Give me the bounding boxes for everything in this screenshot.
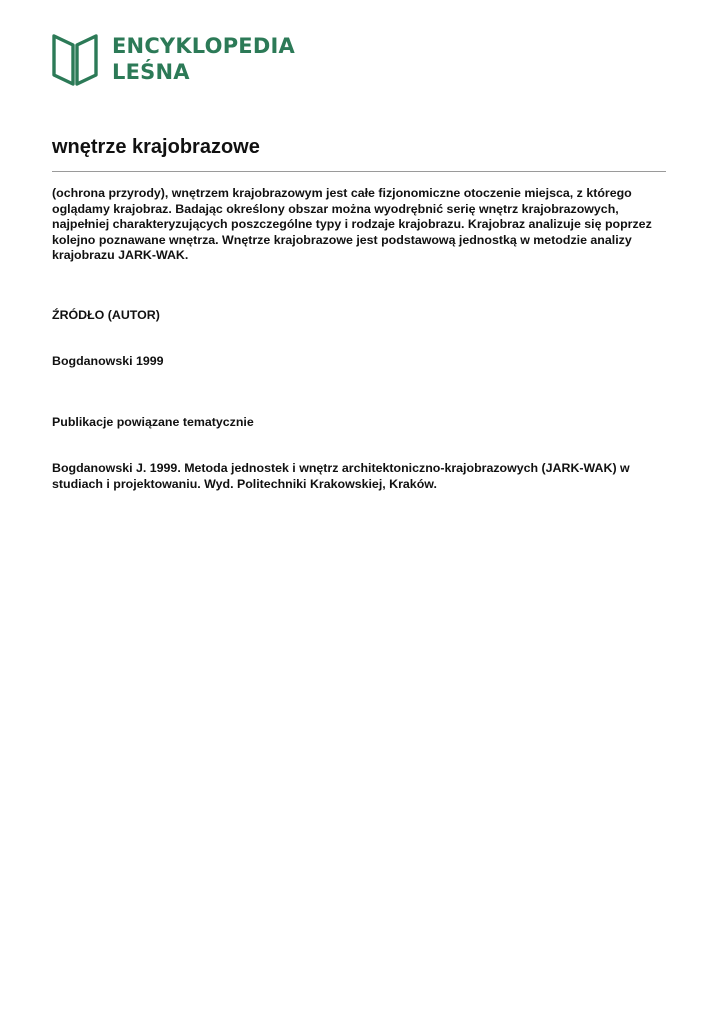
related-publications-heading: Publikacje powiązane tematycznie <box>52 415 254 429</box>
source-value: Bogdanowski 1999 <box>52 354 164 368</box>
logo-line-2: LEŚNA <box>112 60 190 84</box>
related-publication-item: Bogdanowski J. 1999. Metoda jednostek i wnętrz architektoniczno-krajobrazowych (JARK-WAK) w studiach i projektowaniu. Wyd. Politechniki Krakowskiej, Kraków. <box>52 461 630 491</box>
logo-wordmark <box>112 33 295 85</box>
open-book-icon <box>52 32 98 88</box>
site-logo[interactable] <box>52 32 295 88</box>
logo-line-1: ENCYKLOPEDIA <box>112 34 295 58</box>
source-heading: ŹRÓDŁO (AUTOR) <box>52 308 160 322</box>
entry-definition: (ochrona przyrody), wnętrzem krajobrazowym jest całe fizjonomiczne otoczenie miejsca, z którego oglądamy krajobraz. Badając określony obszar można wyodrębnić serię wnętrz krajobrazowych, najpełniej charakteryzujących poszczególne typy i rodzaje krajobrazu. Krajobraz analizuje się poprzez kolejno poznawane wnętrza. Wnętrze krajobrazowe jest podstawową jednostką w metodzie analizy krajobrazu JARK-WAK. <box>52 186 652 263</box>
entry-title: wnętrze krajobrazowe <box>52 136 260 158</box>
title-divider <box>52 171 666 172</box>
